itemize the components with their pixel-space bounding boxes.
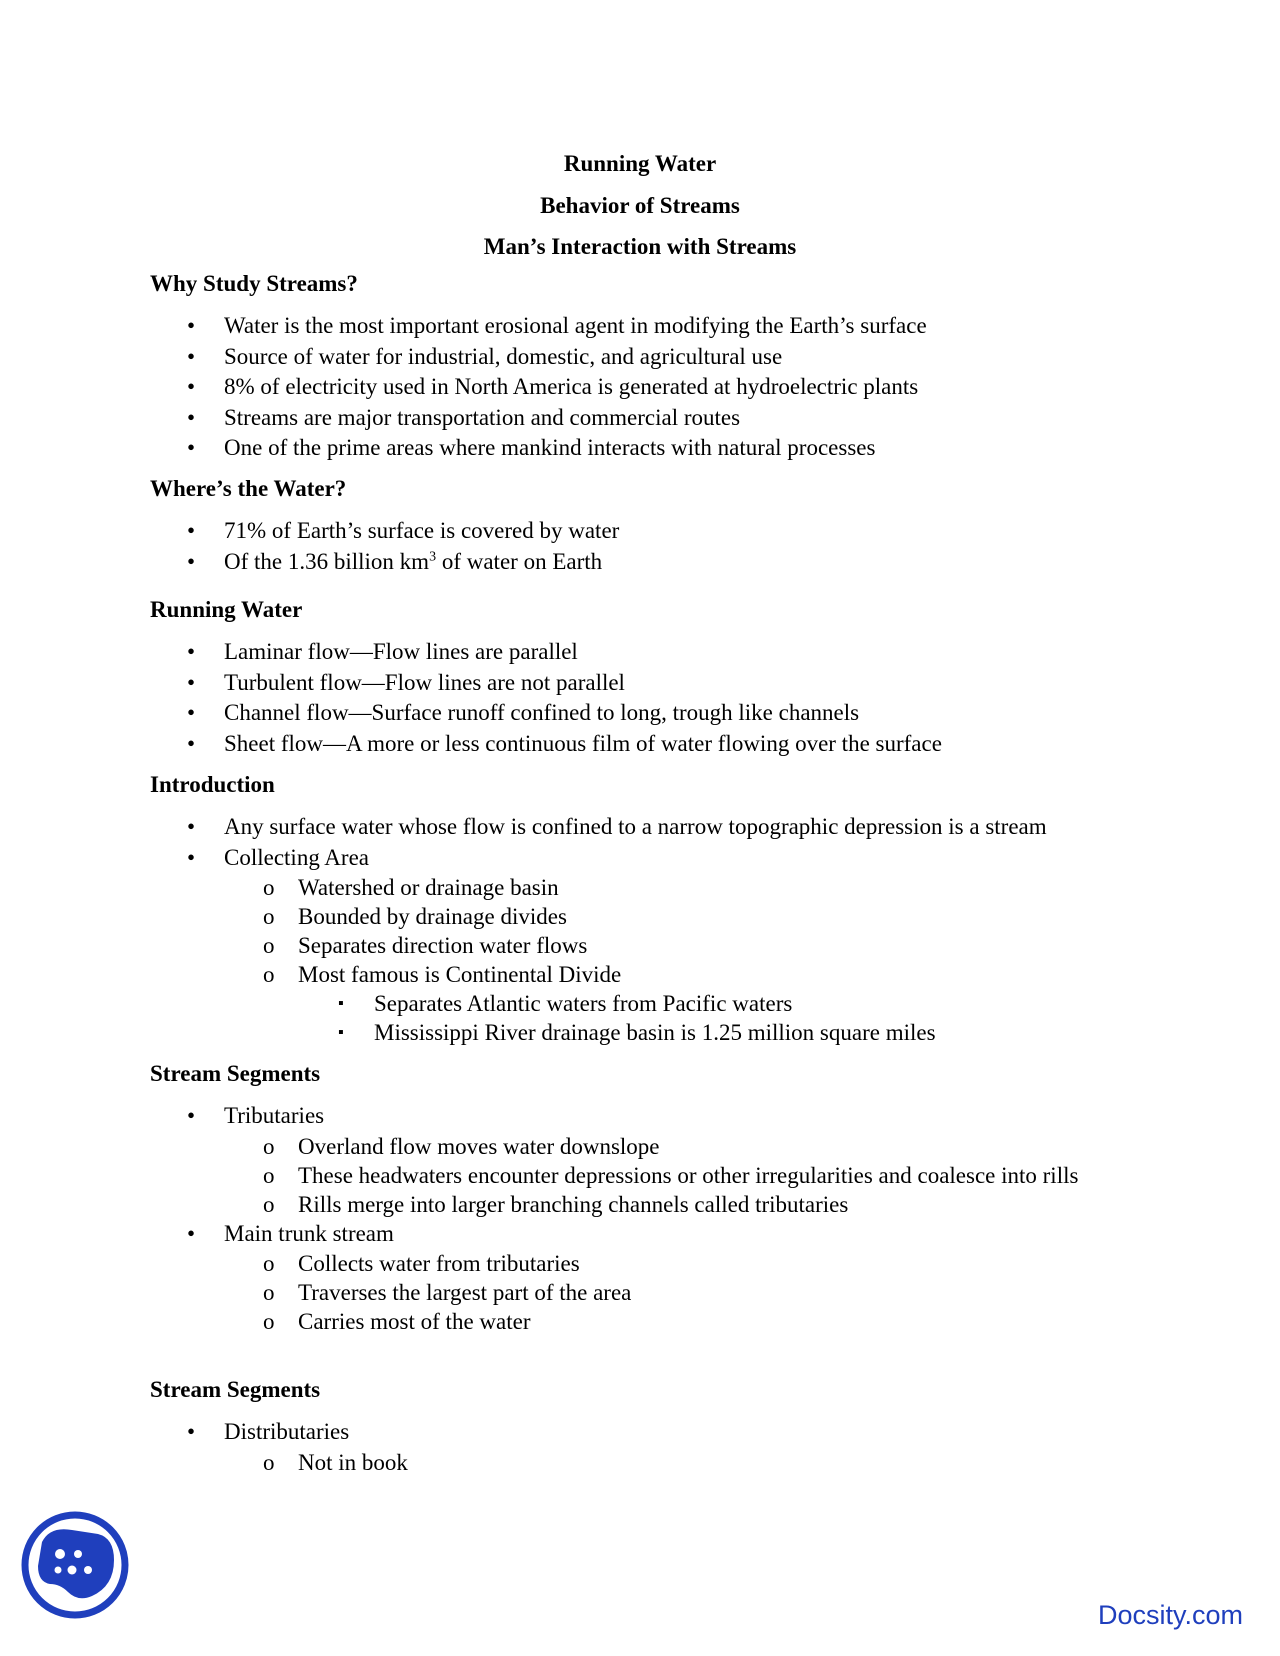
section-heading: Stream Segments	[150, 1377, 321, 1402]
section-wheres-the-water	[150, 475, 1150, 577]
circle-bullet-icon: o	[263, 1280, 275, 1305]
section-running-water	[150, 596, 1150, 759]
bullet-icon: •	[187, 404, 196, 430]
bullet-icon: •	[187, 343, 196, 369]
bullet-icon: •	[187, 435, 196, 460]
bullet-icon: •	[187, 814, 196, 839]
bullet-list	[150, 1417, 1150, 1477]
bullet-icon: •	[187, 669, 196, 695]
sub-list-item: o Bounded by drainage divides	[263, 904, 567, 929]
section-heading: Where’s the Water?	[150, 476, 347, 501]
circle-bullet-icon: o	[263, 875, 275, 900]
doc-title: Running Water	[563, 151, 717, 176]
bullet-icon: •	[187, 700, 196, 725]
list-item: • Source of water for industrial, domestic, and agricultural use	[150, 342, 1150, 373]
bullet-list	[150, 812, 1150, 1047]
section-stream-segments	[150, 1060, 1150, 1336]
bullet-list	[150, 311, 1150, 464]
bullet-icon: •	[187, 1419, 196, 1444]
circle-bullet-icon: o	[263, 1133, 275, 1159]
bullet-icon: •	[187, 518, 196, 543]
sub-list-item: o Not in book	[263, 1449, 408, 1475]
section-stream-segments-2	[150, 1376, 1150, 1477]
sub-list-item: o Rills merge into larger branching channels called tributaries	[263, 1191, 849, 1217]
bullet-icon: •	[187, 730, 196, 756]
section-why-study-streams	[150, 270, 1150, 464]
list-item: • 71% of Earth’s surface is covered by water	[150, 516, 1150, 547]
list-item: • Channel flow—Surface runoff confined to long, trough like channels	[150, 698, 1150, 729]
list-item: • Main trunk stream	[150, 1219, 1150, 1250]
list-item: • Tributaries	[150, 1101, 1150, 1132]
sub-list-item: o Watershed or drainage basin	[263, 875, 559, 900]
circle-bullet-icon: o	[263, 1449, 275, 1475]
sub-list-item: o Overland flow moves water downslope	[263, 1133, 660, 1159]
sub-list-item: o Traverses the largest part of the area	[263, 1280, 632, 1305]
list-item: • Collecting Area	[150, 843, 1150, 874]
bullet-icon: •	[187, 844, 196, 870]
docsity-watermark[interactable]: Docsity.com	[1098, 1600, 1244, 1630]
list-item: • Turbulent flow—Flow lines are not parallel	[150, 668, 1150, 699]
circle-bullet-icon: o	[263, 933, 275, 958]
list-item: • Water is the most important erosional agent in modifying the Earth’s surface	[150, 311, 1150, 342]
sub-sub-list-item: ▪ Separates Atlantic waters from Pacific waters	[338, 991, 793, 1016]
docsity-logo-icon	[20, 1510, 130, 1620]
sub-list-item: o Most famous is Continental Divide	[263, 962, 622, 987]
circle-bullet-icon: o	[263, 1309, 275, 1334]
bullet-icon: •	[187, 1103, 196, 1128]
bullet-list	[150, 637, 1150, 759]
sub-list-item: o Carries most of the water	[263, 1309, 531, 1334]
list-item: • One of the prime areas where mankind interacts with natural processes	[150, 433, 1150, 464]
square-bullet-icon: ▪	[338, 1024, 344, 1041]
list-item: • Distributaries	[150, 1417, 1150, 1448]
circle-bullet-icon: o	[263, 1251, 275, 1276]
list-item: • Any surface water whose flow is confined to a narrow topographic depression is a stream	[150, 812, 1150, 843]
circle-bullet-icon: o	[263, 904, 275, 929]
bullet-icon: •	[187, 374, 196, 399]
circle-bullet-icon: o	[263, 1162, 275, 1188]
section-heading: Stream Segments	[150, 1061, 321, 1086]
bullet-icon: •	[187, 313, 196, 338]
circle-bullet-icon: o	[263, 1191, 275, 1217]
circle-bullet-icon: o	[263, 962, 275, 987]
bullet-icon: •	[187, 1220, 196, 1246]
list-item: • Laminar flow—Flow lines are parallel	[150, 637, 1150, 668]
section-heading: Why Study Streams?	[150, 271, 358, 296]
bullet-icon: •	[187, 639, 196, 664]
bullet-list	[150, 516, 1150, 577]
square-bullet-icon: ▪	[338, 995, 344, 1012]
list-item: • Sheet flow—A more or less continuous film of water flowing over the surface	[150, 729, 1150, 760]
sub-list-item: o Collects water from tributaries	[263, 1251, 580, 1276]
list-item: • 8% of electricity used in North America is generated at hydroelectric plants	[150, 372, 1150, 403]
bullet-icon: •	[187, 548, 196, 574]
sub-sub-list-item: ▪ Mississippi River drainage basin is 1.25 million square miles	[338, 1020, 936, 1045]
section-heading: Introduction	[150, 772, 275, 797]
sub-list-item: o These headwaters encounter depressions or other irregularities and coalesce into rills	[263, 1162, 1079, 1188]
section-heading: Running Water	[150, 597, 303, 622]
sub-list-item: o Separates direction water flows	[263, 933, 588, 958]
bullet-list	[150, 1101, 1150, 1336]
section-introduction	[150, 771, 1150, 1047]
doc-subtitle-1: Behavior of Streams	[540, 193, 740, 218]
list-item: • Streams are major transportation and commercial routes	[150, 403, 1150, 434]
doc-subtitle-2: Man’s Interaction with Streams	[483, 234, 797, 259]
list-item: • Of the 1.36 billion $km^3$ of water on Earth	[150, 547, 1150, 578]
